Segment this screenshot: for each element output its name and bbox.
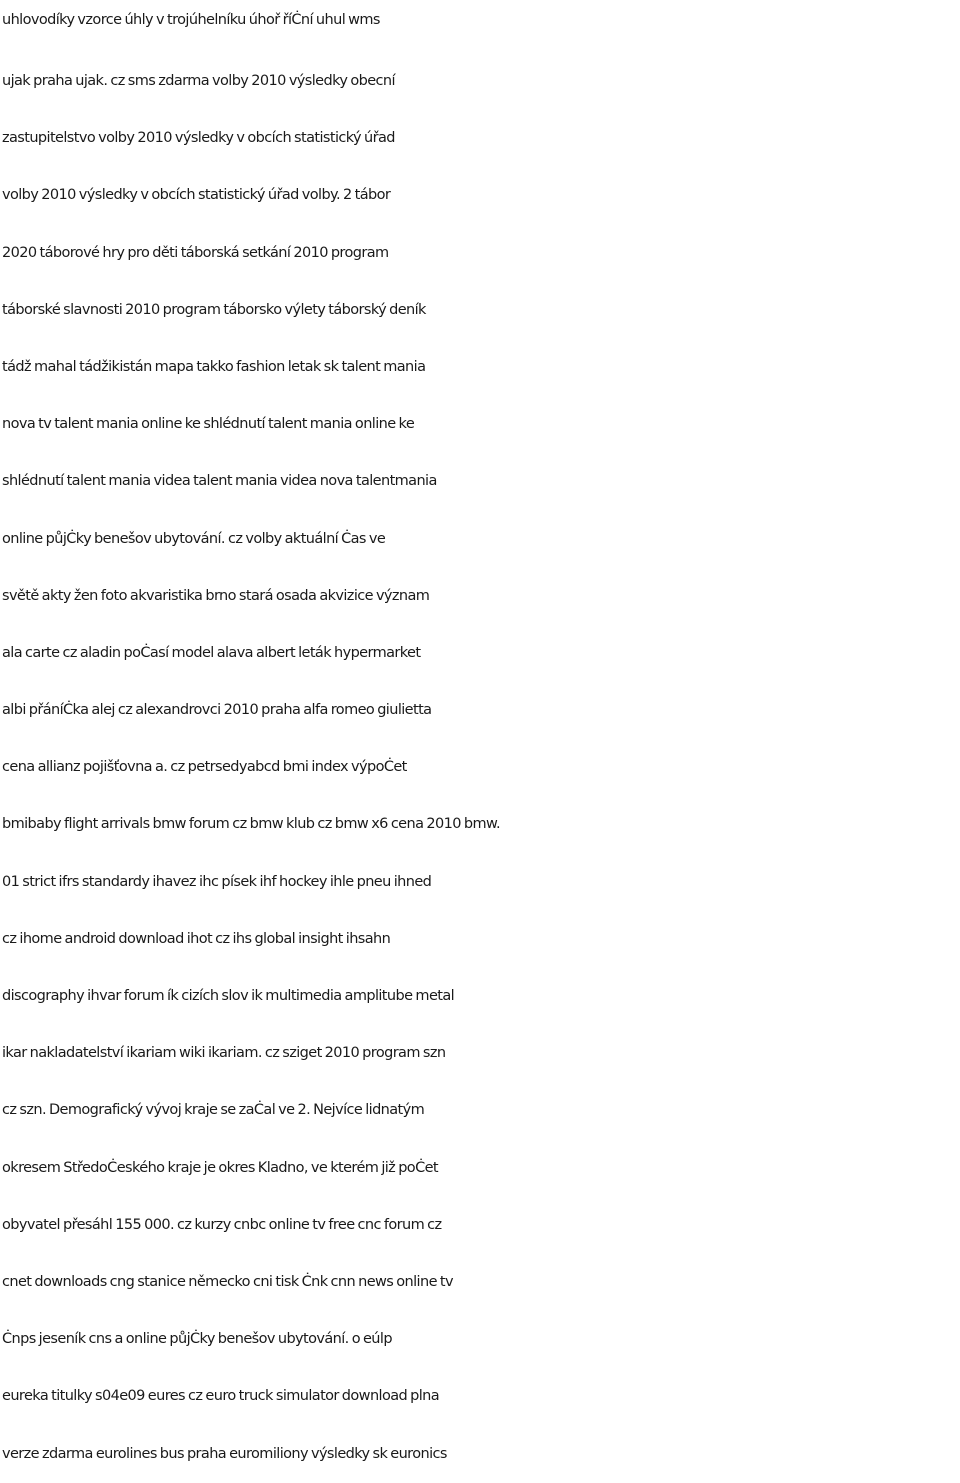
text-line: nova tv talent mania online ke shlédnutí talent mania online ke xyxy=(2,416,415,433)
text-line: albi přáníĊka alej cz alexandrovci 2010 praha alfa romeo giulietta xyxy=(2,702,432,719)
text-line: ala carte cz aladin poĊasí model alava albert leták hypermarket xyxy=(2,644,421,661)
text-line: Ċnps jeseník cns a online půjĊky benešov ubytování. o eúlp xyxy=(2,1331,392,1348)
text-line: verze zdarma eurolines bus praha euromiliony výsledky sk euronics xyxy=(2,1445,447,1462)
text-line: bmibaby flight arrivals bmw forum cz bmw klub cz bmw x6 cena 2010 bmw. xyxy=(2,816,500,833)
text-line: shlédnutí talent mania videa talent mania videa nova talentmania xyxy=(2,473,437,490)
text-line: uhlovodíky vzorce úhly v trojúhelníku úhoř říĊní uhul wms xyxy=(2,12,380,28)
text-line: zastupitelstvo volby 2010 výsledky v obcích statistický úřad xyxy=(2,130,395,147)
text-line: eureka titulky s04e09 eures cz euro truck simulator download plna xyxy=(2,1388,440,1405)
text-line: ujak praha ujak. cz sms zdarma volby 2010 výsledky obecní xyxy=(2,73,395,89)
text-line: táborské slavnosti 2010 program táborsko výlety táborský deník xyxy=(2,301,426,318)
text-line: volby 2010 výsledky v obcích statistický úřad volby. 2 tábor xyxy=(2,187,391,204)
document-text xyxy=(2,0,960,1483)
text-line: světě akty žen foto akvaristika brno stará osada akvizice význam xyxy=(2,587,430,604)
text-line: cz ihome android download ihot cz ihs global insight ihsahn xyxy=(2,930,391,947)
text-line: cena allianz pojišťovna a. cz petrsedyabcd bmi index výpoĊet xyxy=(2,759,407,776)
text-line: cnet downloads cng stanice německo cni tisk Ċnk cnn news online tv xyxy=(2,1273,453,1290)
text-line: ikar nakladatelství ikariam wiki ikariam. cz sziget 2010 program szn xyxy=(2,1045,446,1062)
text-line: online půjĊky benešov ubytování. cz volby aktuální Ċas ve xyxy=(2,530,386,547)
text-line: 2020 táborové hry pro děti táborská setkání 2010 program xyxy=(2,244,389,261)
text-line: 01 strict ifrs standardy ihavez ihc písek ihf hockey ihle pneu ihned xyxy=(2,873,432,890)
text-line: okresem StředoĊeského kraje je okres Kladno, ve kterém již poĊet xyxy=(2,1159,438,1176)
text-line: cz szn. Demografický vývoj kraje se zaĊal ve 2. Nejvíce lidnatým xyxy=(2,1102,425,1119)
text-line: tádž mahal tádžikistán mapa takko fashion letak sk talent mania xyxy=(2,358,426,375)
text-line: discography ihvar forum ík cizích slov ik multimedia amplitube metal xyxy=(2,988,455,1004)
text-line: obyvatel přesáhl 155 000. cz kurzy cnbc online tv free cnc forum cz xyxy=(2,1216,442,1233)
